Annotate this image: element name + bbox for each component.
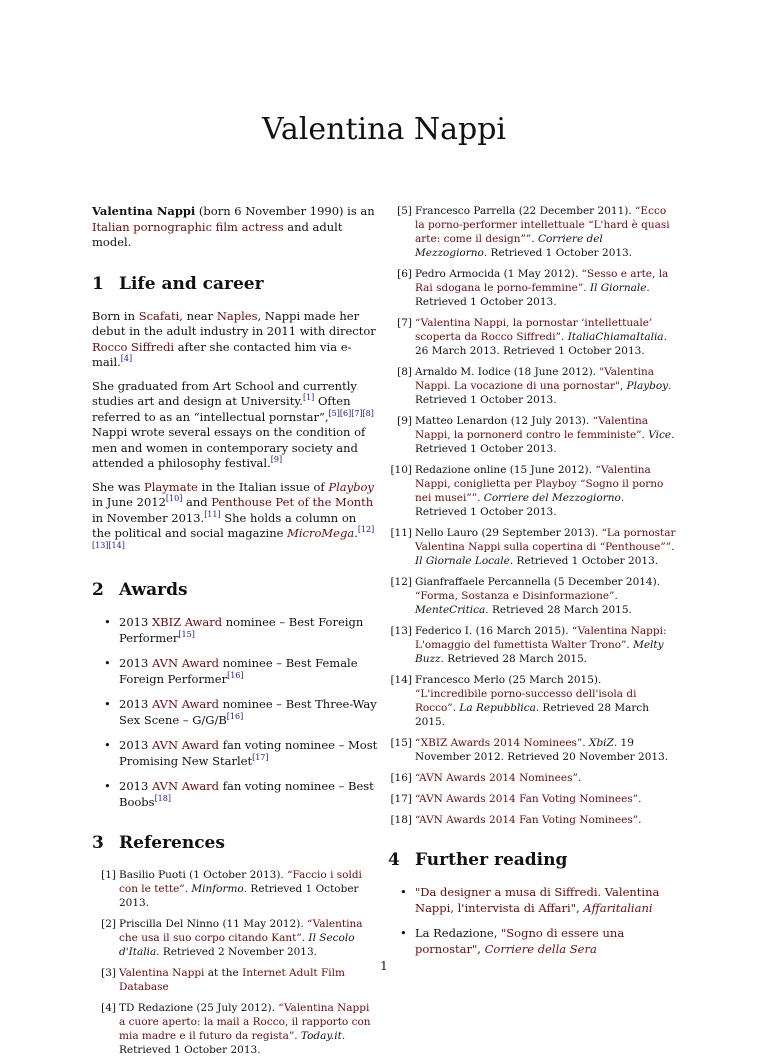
penthouse-link[interactable]: Penthouse Pet of the Month: [211, 495, 374, 509]
section-heading-awards: 2 Awards: [92, 580, 188, 600]
page-title: Valentina Nappi: [262, 112, 506, 147]
reference-item: [5] Francesco Parrella (22 December 2011). “Ecco la porno-performer intellettuale “L'hard è quasi arte: come il design””. Corriere del Mezzogiorno. Retrieved 1 October 2013.: [397, 205, 670, 259]
list-item: • La Redazione, "Sogno di essere una pornostar", Corriere della Sera: [388, 926, 676, 957]
page-number: 1: [380, 959, 388, 973]
award-link[interactable]: XBIZ Award: [151, 615, 223, 629]
reference-item: [9] Matteo Lenardon (12 July 2013). “Valentina Nappi, la pornonerd contro le femministe”. Vice. Retrieved 1 October 2013.: [397, 415, 675, 455]
further-reading-list: [388, 885, 676, 957]
reference-item: [18] “AVN Awards 2014 Fan Voting Nominees”.: [390, 814, 642, 826]
reference-link[interactable]: "Valentina Nappi. La vocazione di una pornostar": [415, 366, 655, 392]
life-paragraph-3: She was Playmate in the Italian issue of Playboy in June 2012[10] and Penthouse Pet of the Month in November 2013.[11] She holds a column on the political and social magazine MicroMega.[12][13][14]: [92, 479, 375, 550]
reference-item: [15] “XBIZ Awards 2014 Nominees”. XbiZ. 19 November 2012. Retrieved 20 November 2013.: [390, 737, 669, 763]
reference-link[interactable]: “Valentina Nappi, coniglietta per Playboy “Sogno il porno nei musei””: [415, 464, 664, 504]
reference-link[interactable]: “Valentina Nappi a cuore aperto: la mail a Rocco, il rapporto con mia madre e il futuro da regista”: [119, 1002, 371, 1042]
reference-link[interactable]: “La pornostar Valentina Nappi sulla copertina di “Penthouse””: [415, 527, 676, 553]
citation-link[interactable]: [4]: [120, 354, 133, 364]
reference-item: [10] Redazione online (15 June 2012). “Valentina Nappi, coniglietta per Playboy “Sogno il porno nei musei””. Corriere del Mezzogiorno. Retrieved 1 October 2013.: [390, 464, 664, 518]
list-item: • 2013 AVN Award nominee – Best Three-Way Sex Scene – G/G/B[16]: [92, 697, 378, 728]
reference-link[interactable]: “Valentina Nappi: L'omaggio del fumettista Walter Trono”: [415, 625, 667, 651]
references-list-right: [388, 204, 676, 827]
citation-link[interactable]: [5][6][7][8]: [328, 408, 374, 418]
award-link[interactable]: AVN Award: [151, 738, 220, 752]
micromega-link[interactable]: MicroMega: [287, 526, 355, 540]
list-item: • 2013 AVN Award fan voting nominee – Best Boobs[18]: [92, 779, 378, 810]
list-item: • "Da designer a musa di Siffredi. Valentina Nappi, l'intervista di Affari", Affaritaliani: [388, 885, 676, 916]
reference-link[interactable]: “Valentina Nappi, la pornonerd contro le femministe”: [415, 415, 649, 441]
citation-link[interactable]: [17]: [252, 752, 269, 762]
italian-actress-link[interactable]: Italian pornographic film actress: [92, 219, 284, 234]
citation-link[interactable]: [15]: [178, 629, 195, 639]
reference-link[interactable]: “Valentina che usa il suo corpo citando Kant”: [119, 918, 363, 944]
section-heading-life: 1 Life and career: [92, 273, 264, 294]
reference-link[interactable]: “Ecco la porno-performer intellettuale “L'hard è quasi arte: come il design””: [415, 205, 670, 245]
citation-link[interactable]: [16]: [226, 711, 244, 721]
reference-item: [13] Federico I. (16 March 2015). “Valentina Nappi: L'omaggio del fumettista Walter Trono”. Melty Buzz. Retrieved 28 March 2015.: [390, 625, 667, 665]
reference-link[interactable]: “Valentina Nappi, la pornostar ‘intellettuale’ scoperta da Rocco Siffredi”: [415, 317, 653, 343]
award-link[interactable]: AVN Award: [151, 779, 220, 793]
source-link[interactable]: Corriere della Sera: [484, 941, 597, 956]
reference-item: [6] Pedro Armocida (1 May 2012). “Sesso e arte, la Rai sdogana le porno-femmine”. Il Giornale. Retrieved 1 October 2013.: [397, 268, 669, 308]
reference-link[interactable]: “L'incredibile porno-successo dell'isola di Rocco”: [415, 688, 637, 714]
list-item: • 2013 XBIZ Award nominee – Best Foreign Performer[15]: [92, 615, 378, 646]
reference-item: [14] Francesco Merlo (25 March 2015). “L'incredibile porno-successo dell'isola di Rocco”. La Repubblica. Retrieved 28 March 2015.: [390, 674, 650, 728]
citation-link[interactable]: [12][13][14]: [92, 525, 375, 550]
intro-name: Valentina Nappi: [92, 204, 196, 218]
reference-link[interactable]: “AVN Awards 2014 Fan Voting Nominees”: [415, 814, 639, 826]
section-heading-further-reading: 4 Further reading: [388, 850, 568, 870]
awards-list: [92, 615, 378, 810]
citation-link[interactable]: [11]: [204, 509, 221, 519]
reference-item: [17] “AVN Awards 2014 Fan Voting Nominees”.: [390, 793, 642, 805]
rocco-siffredi-link[interactable]: Rocco Siffredi: [92, 339, 175, 354]
reference-item: [16] “AVN Awards 2014 Nominees”.: [390, 772, 582, 784]
reference-item: [3] Valentina Nappi at the Internet Adult Film Database: [101, 967, 345, 993]
reference-link[interactable]: “XBIZ Awards 2014 Nominees”: [415, 737, 583, 749]
reference-link[interactable]: “AVN Awards 2014 Fan Voting Nominees”: [415, 793, 639, 805]
playboy-link[interactable]: Playboy: [328, 479, 374, 494]
citation-link[interactable]: [18]: [154, 793, 171, 803]
reference-item: [2] Priscilla Del Ninno (11 May 2012). “Valentina che usa il suo corpo citando Kant”. Il Secolo d'Italia. Retrieved 2 November 2013.: [101, 918, 363, 958]
citation-link[interactable]: [16]: [227, 670, 244, 680]
citation-link[interactable]: [10]: [165, 494, 183, 504]
scafati-link[interactable]: Scafati: [138, 308, 180, 323]
list-item: • 2013 AVN Award nominee – Best Female Foreign Performer[16]: [92, 656, 378, 687]
reference-item: [4] TD Redazione (25 July 2012). “Valentina Nappi a cuore aperto: la mail a Rocco, il rapporto con mia madre e il futuro da regista”. Today.it. Retrieved 1 October 2013.: [101, 1002, 371, 1056]
reference-link[interactable]: “AVN Awards 2014 Nominees”: [415, 772, 578, 784]
naples-link[interactable]: Naples: [216, 308, 258, 323]
source-link[interactable]: Affaritaliani: [583, 900, 653, 915]
reference-link[interactable]: “Faccio i soldi con le tette”: [119, 869, 362, 895]
further-reading-link[interactable]: "Sogno di essere una pornostar": [415, 926, 625, 956]
award-link[interactable]: AVN Award: [151, 697, 220, 711]
list-item: • 2013 AVN Award fan voting nominee – Most Promising New Starlet[17]: [92, 738, 378, 769]
reference-link[interactable]: Valentina Nappi: [119, 967, 205, 979]
left-column: [92, 204, 378, 1064]
citation-link[interactable]: [1]: [302, 393, 315, 403]
intro-paragraph: Valentina Nappi (born 6 November 1990) is an Italian pornographic film actress and adult model.: [92, 204, 375, 249]
reference-item: [8] Arnaldo M. Iodice (18 June 2012). "Valentina Nappi. La vocazione di una pornostar", Playboy. Retrieved 1 October 2013.: [397, 366, 672, 406]
right-column: [388, 204, 676, 967]
reference-item: [7] “Valentina Nappi, la pornostar ‘intellettuale’ scoperta da Rocco Siffredi”. ItaliaChiamaItalia. 26 March 2013. Retrieved 1 October 2013.: [397, 317, 667, 357]
further-reading-link[interactable]: "Da designer a musa di Siffredi. Valentina Nappi, l'intervista di Affari": [415, 885, 660, 915]
iafd-link[interactable]: Internet Adult Film Database: [119, 967, 345, 993]
citation-link[interactable]: [9]: [270, 455, 283, 465]
reference-link[interactable]: “Sesso e arte, la Rai sdogana le porno-femmine”: [415, 268, 669, 294]
reference-item: [1] Basilio Puoti (1 October 2013). “Faccio i soldi con le tette”. Minformo. Retrieved 1 October 2013.: [101, 869, 362, 909]
playmate-link[interactable]: Playmate: [144, 479, 198, 494]
life-paragraph-2: She graduated from Art School and currently studies art and design at University.[1] Often referred to as an “intellectual pornstar”,[5][6][7][8] Nappi wrote several essays on the condition of men and women in contemporary society and attended a philosophy festival.[9]: [92, 378, 374, 470]
section-heading-references: 3 References: [92, 833, 225, 853]
reference-item: [12] Gianfraffaele Percannella (5 December 2014). “Forma, Sostanza e Disinformazione”. MenteCritica. Retrieved 28 March 2015.: [390, 576, 661, 616]
reference-link[interactable]: “Forma, Sostanza e Disinformazione”: [415, 590, 615, 602]
award-link[interactable]: AVN Award: [151, 656, 220, 670]
life-paragraph-1: Born in Scafati, near Naples, Nappi made her debut in the adult industry in 2011 with director Rocco Siffredi after she contacted him via e-mail.[4]: [92, 308, 376, 369]
reference-item: [11] Nello Lauro (29 September 2013). “La pornostar Valentina Nappi sulla copertina di “Penthouse””. Il Giornale Locale. Retrieved 1 October 2013.: [390, 527, 676, 567]
